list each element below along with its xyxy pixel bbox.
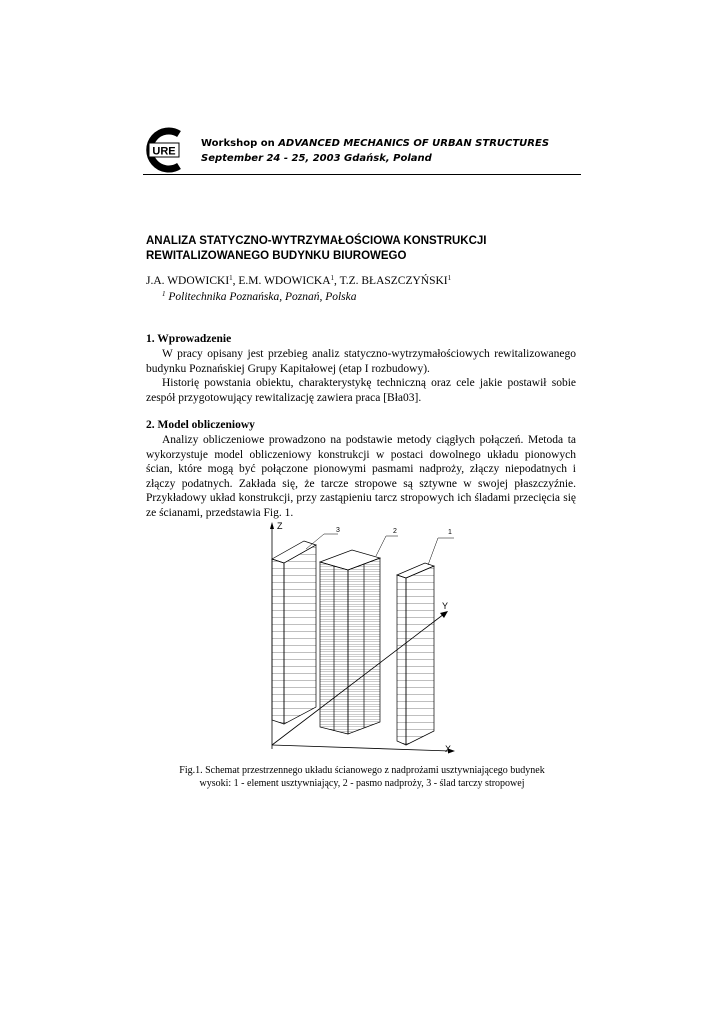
affiliation-sup: 1: [162, 290, 166, 298]
x-axis-label: X: [445, 744, 452, 754]
z-axis-label: Z: [277, 521, 283, 531]
author-1: J.A. WDOWICKI: [146, 275, 230, 287]
title-line-1: ANALIZA STATYCZNO-WYTRZYMAŁOŚCIOWA KONSTRUKCJI: [146, 235, 487, 247]
author-sep-1: ,: [232, 275, 239, 287]
caption-line-2: wysoki: 1 - element usztywniający, 2 - pasmo nadproży, 3 - ślad tarczy stropowej: [199, 778, 525, 789]
affiliation: [162, 291, 357, 303]
leader-line-1: [428, 538, 438, 565]
conference-name: [201, 138, 549, 149]
cure-logo: [143, 126, 193, 174]
caption-line-1: Fig.1. Schemat przestrzennego układu ścianowego z nadprożami usztywniającego budynek: [179, 765, 545, 776]
conference-title: ADVANCED MECHANICS OF URBAN STRUCTURES: [278, 138, 550, 149]
affiliation-text: Politechnika Poznańska, Poznań, Polska: [168, 291, 357, 303]
y-axis-arrow-icon: [440, 611, 448, 618]
author-sep-2: ,: [334, 275, 340, 287]
wall-element-3: [272, 541, 316, 724]
authors: [146, 275, 451, 287]
header-rule: [143, 174, 581, 175]
conference-date: [201, 153, 432, 164]
title-line-2: REWITALIZOWANEGO BUDYNKU BIUROWEGO: [146, 250, 407, 262]
section-1-paragraph-1: W pracy opisany jest przebieg analiz statyczno-wytrzymałościowych rewitalizowanego budynku Poznańskiej Grupy Kapitałowej (etap I rozbudowy).: [146, 348, 576, 375]
core-element-2: [320, 550, 380, 734]
section-1-title: 1. Wprowadzenie: [146, 333, 232, 345]
figure-label-2: 2: [393, 528, 397, 535]
conference-header: [143, 122, 581, 177]
y-axis-label: Y: [442, 601, 449, 611]
conference-date-text: September 24 - 25, 2003 Gdańsk, Poland: [201, 153, 432, 164]
figure-1-diagram: [262, 519, 462, 759]
logo-text: URE: [152, 145, 176, 158]
wall-element-1: [397, 563, 434, 745]
figure-1-caption: [140, 764, 584, 790]
section-2-paragraph-1: Analizy obliczeniowe prowadzono na podstawie metody ciągłych połączeń. Metoda ta wykorzystuje model obliczeniowy konstrukcji w postaci dowolnego układu pionowych ścian, które mogą być połączone pionowymi pasmami nadproży, złączy niepodatnych i złączy podatnych. Zakłada się, że tarcze stropowe są sztywne w swojej płaszczyźnie. Przykładowy układ konstrukcji, przy zastąpieniu tarcz stropowych ich śladami przecięcia się ze ścianami, przedstawia Fig. 1.: [146, 434, 576, 519]
author-1-sup: 1: [229, 274, 233, 282]
leader-line-2: [376, 536, 386, 556]
figure-label-3: 3: [336, 527, 340, 534]
author-3: T.Z. BŁASZCZYŃSKI: [339, 275, 448, 287]
section-2-title: 2. Model obliczeniowy: [146, 419, 255, 431]
section-1-paragraph-2: Historię powstania obiektu, charakterystykę techniczną oraz cele jakie postawił sobie zespół przygotowujący rewitalizację zawiera praca [Bła03].: [146, 377, 576, 404]
author-2: E.M. WDOWICKA: [238, 275, 331, 287]
author-2-sup: 1: [330, 274, 335, 282]
conference-prefix: Workshop on: [201, 138, 279, 149]
z-axis-arrow-icon: [270, 522, 274, 529]
figure-label-1: 1: [448, 529, 452, 536]
paper-title: [146, 234, 586, 264]
author-3-sup: 1: [447, 274, 452, 282]
x-axis: [272, 745, 450, 751]
